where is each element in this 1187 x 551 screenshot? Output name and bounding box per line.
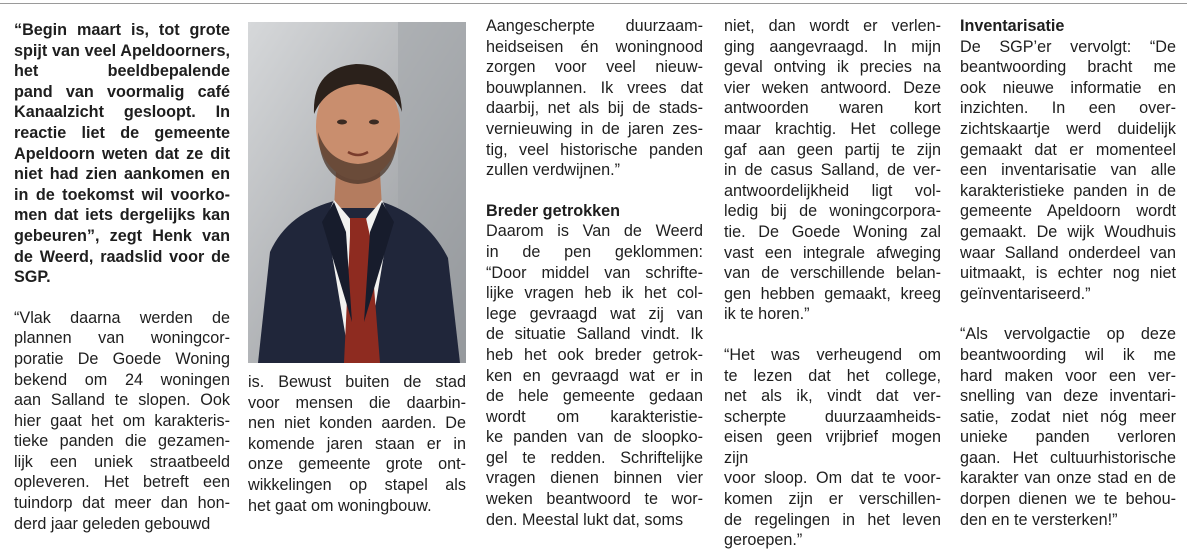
text-line: “Het was verheugend om [724,345,941,364]
text-line: een inventarisatie van alle [960,161,1176,180]
column-2 [248,372,466,516]
text-line: vast een integrale afweging [724,243,941,262]
text-line: gemaakt dat er momenteel [960,140,1176,159]
text-line: de situatie Salland vindt. Ik [486,325,703,344]
body-paragraph [960,37,1176,305]
text-line: vier weken antwoord. Deze [724,78,941,97]
text-line: ging aangevraagd. In mijn [724,37,941,56]
text-line: plannen van woningcor- [14,329,230,348]
text-line: antwoorden waren kort [724,99,941,118]
text-line: geval ontving ik precies na [724,58,941,77]
text-line: niet, dan wordt er verlen- [724,17,941,35]
text-line: SGP. [14,268,51,287]
text-line: waar Salland onderdeel van [960,243,1176,262]
text-line: gaan. Het cultuurhistorische [960,448,1176,467]
column-5 [960,16,1176,530]
text-line: “Begin maart is, tot grote [14,21,230,39]
column-3 [486,16,703,530]
subheading-breder-getrokken: Breder getrokken [486,201,621,220]
text-line: “Vlak daarna werden de [14,308,230,327]
text-line: men dat iets dergelijks kan [14,206,230,225]
text-line: bekend om 24 woningen [14,370,230,389]
text-line: karakter van onze stad en de [960,469,1176,488]
text-line: inzichten. In een over- [960,99,1176,118]
text-line: het beeldbepalende [14,62,230,81]
text-line: heidseisen én woningnood [486,37,703,56]
text-line: wordt om karakteristie- [486,407,703,426]
text-line: komende jaren staan er in [248,434,466,453]
text-line: de hele gemeente gedaan [486,387,703,406]
text-line: net als ik, vindt dat ver- [724,387,941,406]
text-line: vragen dienen binnen vier [486,469,703,488]
text-line: zichtskaartje werd duidelijk [960,119,1176,138]
body-paragraph [248,372,466,516]
text-line: eisen geen vrijbrief mogen zijn [724,428,941,467]
text-line: Daarom is Van de Weerd [486,222,703,241]
text-line: Aangescherpte duurzaam- [486,17,703,35]
text-line: “Door middel van schrifte- [486,263,703,282]
text-line: onze gemeente grote ont- [248,455,466,474]
body-paragraph [14,308,230,535]
text-line: tig, veel historische panden [486,140,703,159]
text-line: voor sloop. Om dat te voor- [724,469,941,488]
text-line: geroepen.” [724,531,803,550]
body-paragraph [724,345,941,551]
text-line: geïnventariseerd.” [960,284,1091,303]
text-line: ke panden van de sloopko- [486,428,703,447]
text-line: maar krachtig. Het college [724,119,941,138]
text-line: het gaat om woningbouw. [248,496,432,515]
body-paragraph [724,16,941,325]
text-line: is. Bewust buiten de stad [248,373,466,391]
text-line: den. Meestal lukt dat, soms [486,510,684,529]
text-line: zorgen voor veel nieuw- [486,58,703,77]
text-line: gemaakt. De wijk Woudhuis [960,222,1176,241]
text-line: komen zijn er verschillen- [724,490,941,509]
text-line: satie, zodat niet nóg meer [960,407,1176,426]
text-line: Apeldoorn weten dat ze dit [14,144,230,163]
text-line: tie. De Goede Woning zal [724,222,941,241]
text-line: gel te redden. Schriftelijke [486,448,703,467]
text-line: antwoordelijkheid ligt vol- [724,181,941,200]
text-line: nen niet konden aarden. De [248,414,466,433]
text-line: gebeuren”, zegt Henk van [14,226,230,245]
text-line: in de pen geklommen: [486,242,703,261]
text-line: ook nieuwe informatie en [960,78,1176,97]
text-line: niet had zien aankomen en [14,165,230,184]
text-line: lijke vragen heb ik het col- [486,284,703,303]
text-line: lege gevraagd wat zij van [486,304,703,323]
text-line: derd jaar geleden gebouwd [14,514,211,533]
text-line: voor mensen die daarbin- [248,393,466,412]
text-line: unieke panden verloren [960,428,1176,447]
text-line: zullen verdwijnen.” [486,161,621,180]
text-line: tuindorp dat meer dan hon- [14,494,230,513]
intro-paragraph [14,20,230,288]
text-line: scherpte duurzaamheids- [724,407,941,426]
text-line: spijt van veel Apeldoorners, [14,41,230,60]
body-paragraph [960,324,1176,530]
text-line: “Als vervolgactie op deze [960,325,1176,344]
text-line: de Weerd, raadslid voor de [14,247,230,266]
portrait-photo-icon [248,22,466,363]
text-line: van de verschillende belan- [724,264,941,283]
text-line: in de casus Salland, de ver- [724,161,941,180]
text-line: uitmaakt, is echter nog niet [960,264,1176,283]
text-line: de regelingen in het leven [724,510,941,529]
text-line: heb het ook breder getrok- [486,345,703,364]
text-line: wikkelingen op stapel als [248,475,466,494]
body-paragraph [486,221,703,530]
text-line: beantwoording bracht me [960,58,1176,77]
text-line: gemeente Apeldoorn wordt [960,202,1176,221]
text-line: dorpen dienen we te behou- [960,490,1176,509]
text-line: gen hebben gemaakt, kreeg [724,284,941,303]
text-line: snelling van deze inventari- [960,387,1176,406]
text-line: weken beantwoord te wor- [486,490,703,509]
text-line: Kanaalzicht gesloopt. In [14,103,230,122]
text-line: bouwplannen. Ik vrees dat [486,78,703,97]
portrait-photo [248,22,466,363]
column-4 [724,16,941,551]
text-line: ledig bij de woningcorpora- [724,202,941,221]
text-line: beantwoording wil ik me [960,345,1176,364]
text-line: poratie De Goede Woning [14,349,230,368]
text-line: vernieuwing in de jaren zes- [486,119,703,138]
text-line: ik te horen.” [724,305,810,324]
body-paragraph [486,16,703,181]
text-line: pand van voormalig café [14,82,230,101]
text-line: hier gaat het om karakteris- [14,411,230,430]
text-line: gaf aan geen partij te zijn [724,140,941,159]
text-line: aan Salland te slopen. Ook [14,391,230,410]
text-line: den en te versterken!” [960,510,1118,529]
text-line: karakteristieke panden in de [960,181,1176,200]
column-1 [14,20,230,534]
text-line: te lezen dat het college, [724,366,941,385]
text-line: reactie liet de gemeente [14,123,230,142]
text-line: tieke panden die gezamen- [14,432,230,451]
text-line: hard maken voor een ver- [960,366,1176,385]
top-rule [0,3,1187,4]
subheading-inventarisatie: Inventarisatie [960,17,1065,35]
text-line: De SGP’er vervolgt: “De [960,37,1176,56]
text-line: lijk een uniek straatbeeld [14,452,230,471]
text-line: ken en gevraagd wat er in [486,366,703,385]
text-line: opleveren. Het betreft een [14,473,230,492]
text-line: daarbij, net als bij de stads- [486,99,703,118]
text-line: in de toekomst wil voorko- [14,185,230,204]
